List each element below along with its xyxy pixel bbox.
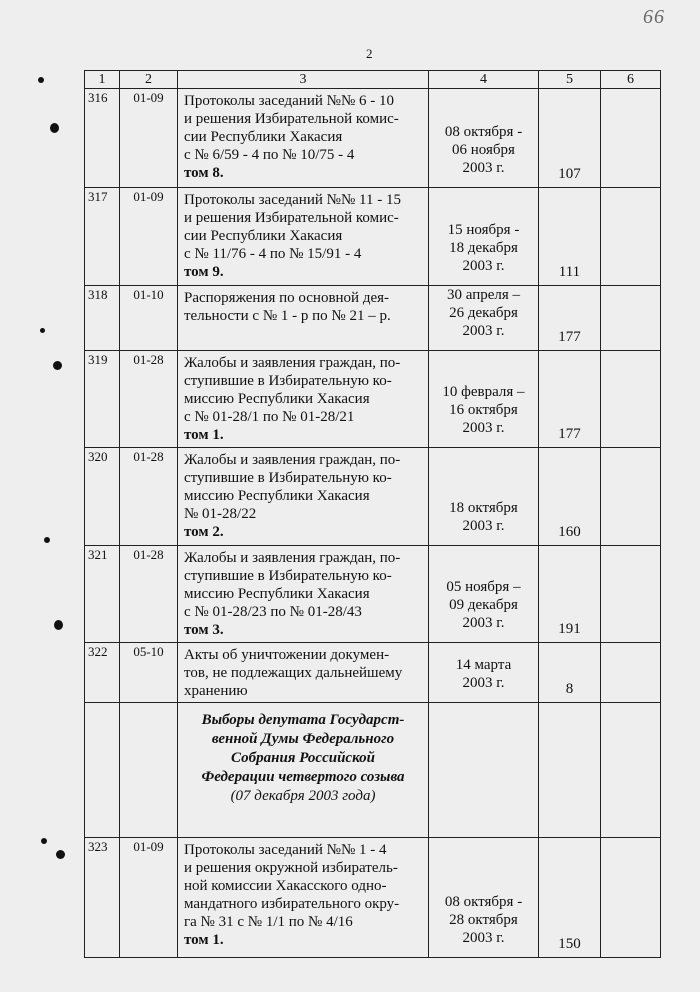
document-title — [178, 286, 429, 351]
title-line: тов, не подлежащих дальнейшему — [184, 665, 403, 681]
title-line: Распоряжения по основной дея- — [184, 290, 390, 306]
note-cell — [601, 351, 661, 448]
row-number: 321 — [85, 546, 120, 643]
title-line: и решения Избирательной комис- — [184, 210, 399, 226]
date-line: 2003 г. — [462, 323, 505, 339]
date-line: 2003 г. — [462, 160, 505, 176]
title-line: миссию Республики Хакасия — [184, 391, 370, 407]
title-line: мандатного избирательного окру- — [184, 896, 400, 912]
volume-label: том 1. — [184, 932, 224, 948]
column-header: 5 — [539, 71, 601, 89]
date-line: 10 февраля – — [442, 384, 525, 400]
index-code: 01-28 — [120, 448, 178, 546]
empty-cell — [429, 703, 539, 838]
index-code: 01-09 — [120, 188, 178, 286]
date-line: 2003 г. — [462, 420, 505, 436]
date-line: 30 апреля – — [446, 287, 521, 303]
document-title — [178, 643, 429, 703]
index-code: 01-28 — [120, 351, 178, 448]
note-cell — [601, 838, 661, 958]
archive-page-number: 66 — [643, 6, 665, 28]
date-line: 26 декабря — [449, 305, 518, 321]
index-code: 05-10 — [120, 643, 178, 703]
title-line: миссию Республики Хакасия — [184, 586, 370, 602]
section-date: (07 декабря 2003 года) — [230, 788, 376, 804]
date-line: 05 ноября – — [446, 579, 521, 595]
column-header: 2 — [120, 71, 178, 89]
date-line: 2003 г. — [462, 930, 505, 946]
punch-hole — [56, 850, 65, 859]
row-number: 323 — [85, 838, 120, 958]
date-line: 15 ноября - — [447, 222, 520, 238]
row-number: 318 — [85, 286, 120, 351]
row-number: 316 — [85, 89, 120, 188]
date-line: 2003 г. — [462, 615, 505, 631]
section-row — [85, 703, 661, 838]
table-row — [85, 838, 661, 958]
sheet-count: 160 — [539, 448, 601, 546]
document-title — [178, 351, 429, 448]
title-line: Протоколы заседаний №№ 6 - 10 — [184, 93, 395, 109]
date-range — [429, 643, 539, 703]
punch-hole — [50, 123, 59, 133]
title-line: ной комиссии Хакасского одно- — [184, 878, 387, 894]
sheet-count: 150 — [539, 838, 601, 958]
title-line: Жалобы и заявления граждан, по- — [184, 355, 401, 371]
empty-cell — [601, 703, 661, 838]
date-range — [429, 286, 539, 351]
date-range — [429, 188, 539, 286]
section-title-line: Федерации четвертого созыва — [201, 769, 405, 785]
title-line: Протоколы заседаний №№ 11 - 15 — [184, 192, 401, 208]
punch-hole — [54, 620, 63, 630]
date-line: 2003 г. — [462, 258, 505, 274]
table-row — [85, 448, 661, 546]
date-line: 2003 г. — [462, 675, 505, 691]
punch-hole — [41, 838, 47, 844]
date-range — [429, 838, 539, 958]
date-line: 28 октября — [449, 912, 518, 928]
sheet-count: 177 — [539, 286, 601, 351]
row-number: 319 — [85, 351, 120, 448]
note-cell — [601, 89, 661, 188]
section-title-line: Собрания Российской — [231, 750, 375, 766]
volume-label: том 3. — [184, 622, 224, 638]
section-title-line: Выборы депутата Государст- — [201, 712, 405, 728]
document-title — [178, 448, 429, 546]
title-line: с № 01-28/23 по № 01-28/43 — [184, 604, 362, 620]
date-line: 16 октября — [449, 402, 518, 418]
empty-cell — [539, 703, 601, 838]
table-row — [85, 643, 661, 703]
note-cell — [601, 188, 661, 286]
table-row — [85, 351, 661, 448]
title-line: миссию Республики Хакасия — [184, 488, 370, 504]
document-title — [178, 546, 429, 643]
empty-cell — [85, 703, 120, 838]
document-title — [178, 188, 429, 286]
punch-hole — [53, 361, 62, 370]
title-line: га № 31 с № 1/1 по № 4/16 — [184, 914, 353, 930]
row-number: 317 — [85, 188, 120, 286]
title-line: ступившие в Избирательную ко- — [184, 470, 392, 486]
document-title — [178, 89, 429, 188]
title-line: Протоколы заседаний №№ 1 - 4 — [184, 842, 387, 858]
volume-label: том 8. — [184, 165, 224, 181]
sheet-count: 107 — [539, 89, 601, 188]
sheet-count: 111 — [539, 188, 601, 286]
volume-label: том 9. — [184, 264, 224, 280]
sheet-count: 177 — [539, 351, 601, 448]
title-line: с № 11/76 - 4 по № 15/91 - 4 — [184, 246, 362, 262]
title-line: сии Республики Хакасия — [184, 129, 343, 145]
table-row — [85, 188, 661, 286]
title-line: ступившие в Избирательную ко- — [184, 373, 392, 389]
table-row — [85, 286, 661, 351]
row-number: 322 — [85, 643, 120, 703]
section-title-line: венной Думы Федерального — [211, 731, 395, 747]
date-line: 06 ноября — [452, 142, 515, 158]
column-header: 6 — [601, 71, 661, 89]
row-number: 320 — [85, 448, 120, 546]
sheet-count: 191 — [539, 546, 601, 643]
volume-label: том 1. — [184, 427, 224, 443]
title-line: с № 6/59 - 4 по № 10/75 - 4 — [184, 147, 355, 163]
title-line: тельности с № 1 - р по № 21 – р. — [184, 308, 391, 324]
title-line: Жалобы и заявления граждан, по- — [184, 550, 401, 566]
column-header: 3 — [178, 71, 429, 89]
date-line: 09 декабря — [449, 597, 518, 613]
date-line: 18 декабря — [449, 240, 518, 256]
date-line: 14 марта — [455, 657, 512, 673]
page-number: 2 — [366, 46, 373, 61]
title-line: с № 01-28/1 по № 01-28/21 — [184, 409, 355, 425]
title-line: ступившие в Избирательную ко- — [184, 568, 392, 584]
title-line: сии Республики Хакасия — [184, 228, 343, 244]
date-line: 18 октября — [449, 500, 518, 516]
date-range — [429, 546, 539, 643]
section-heading — [178, 703, 429, 838]
date-line: 08 октября - — [444, 124, 523, 140]
punch-hole — [38, 77, 44, 83]
date-range — [429, 351, 539, 448]
punch-hole — [40, 328, 45, 333]
date-line: 08 октября - — [444, 894, 523, 910]
table-row — [85, 89, 661, 188]
empty-cell — [120, 703, 178, 838]
title-line: Жалобы и заявления граждан, по- — [184, 452, 401, 468]
header-row — [85, 71, 661, 89]
index-code: 01-10 — [120, 286, 178, 351]
column-header: 4 — [429, 71, 539, 89]
index-code: 01-09 — [120, 838, 178, 958]
sheet-count: 8 — [539, 643, 601, 703]
note-cell — [601, 448, 661, 546]
inventory-table — [84, 70, 661, 958]
title-line: и решения окружной избиратель- — [184, 860, 398, 876]
note-cell — [601, 643, 661, 703]
index-code: 01-09 — [120, 89, 178, 188]
title-line: и решения Избирательной комис- — [184, 111, 399, 127]
index-code: 01-28 — [120, 546, 178, 643]
table-row — [85, 546, 661, 643]
date-range — [429, 89, 539, 188]
title-line: № 01-28/22 — [184, 506, 257, 522]
section-title — [178, 703, 428, 814]
date-line: 2003 г. — [462, 518, 505, 534]
title-line: хранению — [184, 683, 248, 699]
volume-label: том 2. — [184, 524, 224, 540]
punch-hole — [44, 537, 50, 543]
note-cell — [601, 546, 661, 643]
column-header: 1 — [85, 71, 120, 89]
date-range — [429, 448, 539, 546]
title-line: Акты об уничтожении докумен- — [184, 647, 390, 663]
note-cell — [601, 286, 661, 351]
document-title — [178, 838, 429, 958]
